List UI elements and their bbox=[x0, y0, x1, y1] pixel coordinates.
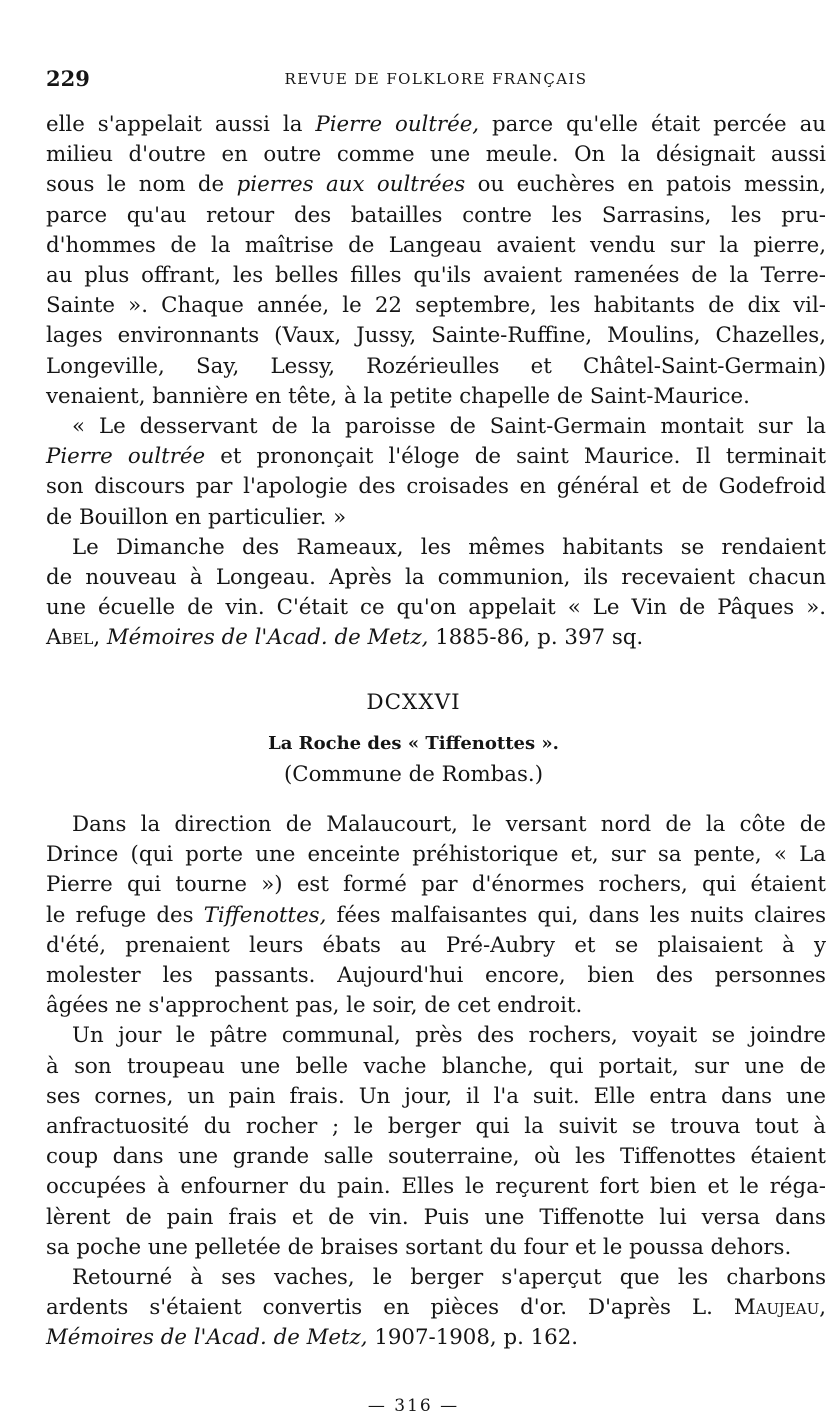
text-line: elle s'appelait aussi la Pierre oultrée, parce qu'elle était percée au bbox=[46, 112, 826, 137]
text-line: lèrent de pain frais et de vin. Puis une Tiffenotte lui versa dans bbox=[46, 1204, 826, 1230]
text-line: d'hommes de la maîtrise de Langeau avaient vendu sur la pierre, bbox=[46, 232, 826, 258]
page-header bbox=[46, 66, 826, 96]
text-line: d'été, prenaient leurs ébats au Pré-Aubry et se plaisaient à y bbox=[46, 932, 826, 958]
citation-line: Mémoires de l'Acad. de Metz, 1907-1908, p. 162. bbox=[46, 1325, 579, 1351]
text-line: Sainte ». Chaque année, le 22 septembre, les habitants de dix vil- bbox=[46, 293, 826, 319]
section-number: DCXXVI bbox=[366, 690, 461, 715]
text-line: Longeville, Say, Lessy, Rozérieulles et Châtel-Saint-Germain) bbox=[46, 353, 826, 379]
text-line: Retourné à ses vaches, le berger s'aperçut que les charbons bbox=[72, 1265, 826, 1291]
text-line: Le Dimanche des Rameaux, les mêmes habitants se rendaient bbox=[72, 534, 826, 560]
citation-line: Abel, Mémoires de l'Acad. de Metz, 1885-86, p. 397 sq. bbox=[46, 625, 644, 651]
text-line: son discours par l'apologie des croisades en général et de Godefroid bbox=[46, 474, 826, 500]
text-line: lages environnants (Vaux, Jussy, Sainte-Ruffine, Moulins, Chazelles, bbox=[46, 323, 826, 349]
text-line: milieu d'outre en outre comme une meule. On la désignait aussi bbox=[46, 142, 826, 168]
text-line: de Bouillon en particulier. » bbox=[46, 504, 347, 530]
text-line: ses cornes, un pain frais. Un jour, il l'a suit. Elle entra dans une bbox=[46, 1083, 826, 1109]
text-line: à son troupeau une belle vache blanche, qui portait, sur une de bbox=[46, 1053, 826, 1079]
text-line: Dans la direction de Malaucourt, le versant nord de la côte de bbox=[72, 812, 826, 837]
text-line: le refuge des Tiffenottes, fées malfaisantes qui, dans les nuits claires bbox=[46, 902, 827, 928]
text-line: parce qu'au retour des batailles contre les Sarrasins, les pru- bbox=[46, 202, 826, 228]
text-line: coup dans une grande salle souterraine, où les Tiffenottes étaient bbox=[46, 1144, 826, 1170]
section-subtitle: (Commune de Rombas.) bbox=[283, 762, 543, 787]
text-line: Pierre qui tourne ») est formé par d'énormes rochers, qui étaient bbox=[46, 872, 826, 898]
text-line: de nouveau à Longeau. Après la communion, ils recevaient chacun bbox=[46, 565, 826, 591]
text-block-2 bbox=[46, 810, 826, 1354]
text-line: molester les passants. Aujourd'hui encore, bien des personnes bbox=[46, 963, 826, 989]
text-line: venaient, bannière en tête, à la petite chapelle de Saint-Maurice. bbox=[46, 383, 750, 409]
text-block-1 bbox=[46, 110, 826, 654]
running-title: REVUE DE FOLKLORE FRANÇAIS bbox=[284, 70, 588, 88]
text-line: Drince (qui porte une enceinte préhistorique et, sur sa pente, « La bbox=[46, 842, 826, 868]
text-line: une écuelle de vin. C'était ce qu'on appelait « Le Vin de Pâques ». bbox=[46, 595, 826, 621]
text-line: Un jour le pâtre communal, près des rochers, voyait se joindre bbox=[72, 1023, 826, 1049]
text-line: sous le nom de pierres aux oultrées ou euchères en patois messin, bbox=[46, 172, 827, 198]
text-line: ardents s'étaient convertis en pièces d'or. D'après L. Maujeau, bbox=[46, 1295, 826, 1321]
text-line: occupées à enfourner du pain. Elles le reçurent fort bien et le réga- bbox=[46, 1174, 826, 1200]
text-line: « Le desservant de la paroisse de Saint-Germain montait sur la bbox=[72, 414, 826, 440]
text-line: au plus offrant, les belles filles qu'ils avaient ramenées de la Terre- bbox=[46, 263, 826, 289]
page-folio: — 316 — bbox=[367, 1396, 460, 1416]
text-line: âgées ne s'approchent pas, le soir, de cet endroit. bbox=[46, 993, 583, 1019]
text-line: Pierre oultrée et prononçait l'éloge de saint Maurice. Il terminait bbox=[46, 444, 827, 470]
text-line: sa poche une pelletée de braises sortant du four et le poussa dehors. bbox=[46, 1234, 792, 1260]
page-number: 229 bbox=[46, 66, 90, 91]
section-title: La Roche des « Tiffenottes ». bbox=[268, 733, 559, 754]
text-line: anfractuosité du rocher ; le berger qui la suivit se trouva tout à bbox=[46, 1114, 826, 1140]
